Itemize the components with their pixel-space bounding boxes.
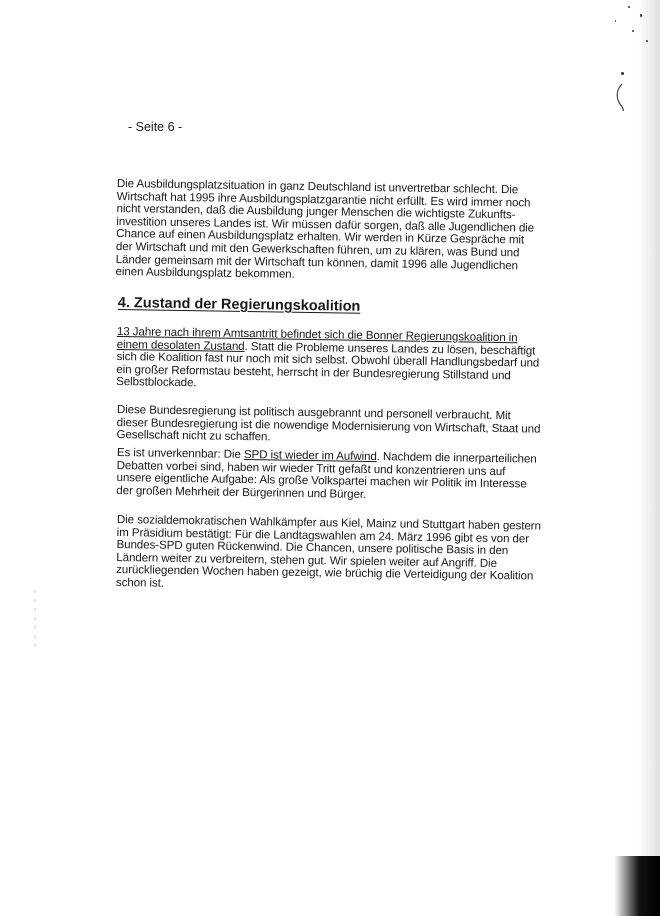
paragraph-text [116, 447, 542, 504]
scan-dark-corner [614, 856, 660, 916]
scan-speck [615, 20, 616, 22]
paragraph-text [116, 326, 542, 396]
paragraph-campaign [116, 514, 542, 596]
paragraph-text: Die sozialdemokratischen Wahlkämpfer aus Kiel, Mainz und Stuttgart haben gestern im Präsidium bestätigt: Für die Landtagswahlen am 24. März 1996 gibt es von der Bundes-SPD guten Rückenwind. Die Chancen, unsere politische Basis in den Ländern weiter zu verbreitern, stehen gut. Wir spielen weiter auf Angriff. Die zurückliegenden Wochen haben gezeigt, wie brüchig die Verteidigung der Koalition schon ist. [115, 513, 541, 590]
page-number: - Seite 6 - [128, 120, 183, 134]
paragraph-text-rest: . Statt die Probleme unseres Landes zu lösen, beschäftigt sich die Koalition fast nur noch mit sich selbst. Obwohl überall Handlungsbedarf und ein großer Reformstau besteht, herrscht in der Bundesregierung Stillstand und Selbstblockade. [116, 339, 540, 390]
paragraph-text-after: . Nachdem die innerparteilichen Debatten vorbei sind, haben wir wieder Tritt gefaßt und konzentrieren uns auf unsere eigentliche Aufgabe: Als große Volkspartei machen wir Politik im Interesse der großen Mehrheit der Bürgerinnen und Bürger. [116, 450, 537, 501]
underlined-text: SPD ist wieder im Aufwind [243, 447, 377, 464]
paragraph-training-places [115, 178, 542, 285]
scan-edge-shadow [638, 0, 660, 916]
underlined-text: 13 Jahre nach ihrem Amtsantritt befindet sich die Bonner Regierungskoalition in einem desolaten Zustand [116, 325, 518, 353]
section-heading: 4. Zustand der Regierungskoalition [117, 295, 361, 315]
scan-speck [621, 72, 624, 75]
paragraph-coalition-state [116, 326, 542, 396]
paragraph-government [116, 404, 542, 448]
paragraph-text-before: Es ist unverkennbar: Die [116, 446, 245, 461]
scan-speck [632, 30, 634, 32]
scan-speck [646, 40, 648, 42]
scan-speck [640, 14, 642, 17]
paragraph-spd [116, 447, 542, 504]
scan-mark [30, 590, 40, 650]
scan-mark [610, 82, 630, 112]
paragraph-text: Die Ausbildungsplatzsituation in ganz Deutschland ist unvertretbar schlecht. Die Wirtschaft hat 1995 ihre Ausbildungsplatzgarantie nicht erfüllt. Es wird immer noch nicht verstanden, daß die Ausbildung junger Menschen die wichtigste Zukunfts-investition unseres Landes ist. Wir müssen dafür sorgen, daß alle Jugendlichen die Chance auf einen Ausbildungsplatz erhalten. Wir werden in Kürze Gespräche mit der Wirtschaft und mit den Gewerkschaften führen, um zu klären, was Bund und Länder gemeinsam mit der Wirtschaft tun können, damit 1996 alle Jugendlichen einen Ausbildungsplatz bekommen. [115, 177, 535, 281]
scan-speck [628, 6, 630, 8]
paragraph-text: Diese Bundesregierung ist politisch ausgebrannt und personell verbraucht. Mit dieser Bundesregierung ist die nowendige Modernisierung von Wirtschaft, Staat und Gesellschaft nicht zu schaffen. [116, 403, 541, 444]
